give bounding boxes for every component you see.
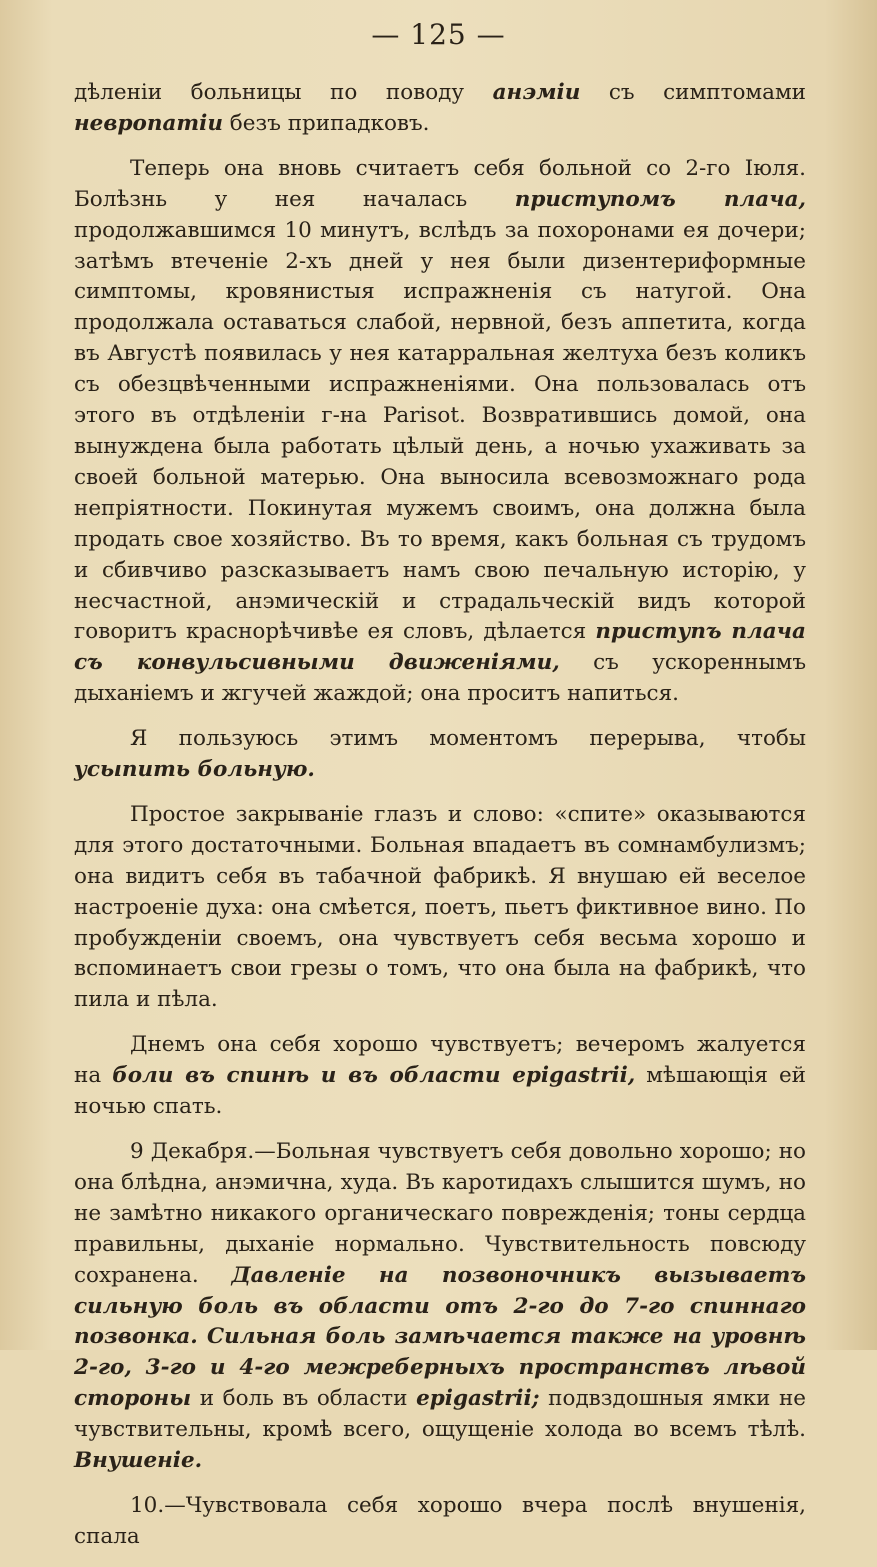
text-segment: съ ускореннымъ дыханіемъ и жгучей жаждой; она проситъ напиться. — [74, 650, 806, 707]
text-segment: безъ припадковъ. — [222, 110, 430, 136]
text-segment: Теперь она вновь считаетъ себя больной со 2-го Іюля. Болѣзнь у нея началась — [74, 155, 806, 212]
text-segment: Днемъ она себя хорошо чувствуетъ; вечеромъ жалуется на — [74, 1032, 806, 1089]
paragraph — [74, 800, 806, 1016]
italic-text: приступъ плача съ конвульсивными движеніями, — [74, 619, 806, 676]
text-segment: и боль въ области — [191, 1386, 417, 1412]
page-number: — 125 — — [371, 18, 506, 51]
italic-text: Внушеніе. — [74, 1448, 203, 1474]
text-segment: Простое закрываніе глазъ и слово: «спите» оказываются для этого достаточными. Больная впадаетъ въ сомнамбулизмъ; она видитъ себя въ табачной фабрикѣ. Я внушаю ей веселое настроеніе духа: она смѣется, поетъ, пьетъ фиктивное вино. По пробужденіи своемъ, она чувствуетъ себя весьма хорошо и вспоминаетъ свои грезы о томъ, что она была на фабрикѣ, что пила и пѣла. — [74, 801, 806, 1013]
paragraph — [74, 78, 806, 140]
text-segment: 10.—Чувствовала себя хорошо вчера послѣ внушенія, спала — [74, 1492, 806, 1549]
text-segment: мѣшающія ей ночью спать. — [74, 1063, 806, 1120]
italic-text: Давленіе на позвоночникъ вызываетъ сильную боль въ области отъ 2-го до 7-го спиннаго позвонка. Сильная боль замѣчается также на уровнѣ 2-го, 3-го и 4-го межреберныхъ пространствъ лѣвой стороны — [74, 1262, 806, 1412]
italic-text: epigastrii; — [416, 1386, 540, 1412]
text-segment: подвздошныя ямки не чувствительны, кромѣ всего, ощущеніе холода во всемъ тѣлѣ. — [74, 1386, 806, 1443]
text-segment: 9 Декабря.—Больная чувствуетъ себя довольно хорошо; но она блѣдна, анэмична, худа. Въ каротидахъ слышится шумъ, но не замѣтно никакого органическаго поврежденія; тоны сердца правильны, дыханіе нормально. Чувствительность повсюду сохранена. — [74, 1139, 806, 1288]
paragraph — [74, 724, 806, 786]
paragraph — [74, 1030, 806, 1123]
text-segment: Я пользуюсь этимъ моментомъ перерыва, чтобы — [130, 726, 806, 752]
text-segment: дѣленіи больницы по поводу — [74, 80, 493, 105]
paragraph — [74, 1491, 806, 1553]
italic-text: анэміи — [492, 80, 581, 105]
text-segment: съ симптомами — [580, 80, 807, 105]
text-segment: продолжавшимся 10 минутъ, вслѣдъ за похоронами ея дочери; затѣмъ втеченіе 2-хъ дней у нея были дизентериформные симптомы, кровянистыя испражненія съ натугой. Она продолжала оставаться слабой, нервной, безъ аппетита, когда въ Августѣ появилась у нея катарральная желтуха безъ коликъ съ обезцвѣченными испражненіями. Она пользовалась отъ этого въ отдѣленіи г-на Parisot. Возвратившись домой, она вынуждена была работать цѣлый день, а ночью ухаживать за своей больной матерью. Она выносила всевозможнаго рода непріятности. Покинутая мужемъ своимъ, она должна была продать свое хозяйство. Въ то время, какъ больная съ трудомъ и сбивчиво разсказываетъ намъ свою печальную исторію, у несчастной, анэмическій и страдальческій видъ которой говоритъ краснорѣчивѣе ея словъ, дѣлается — [74, 217, 806, 645]
italic-text: невропатіи — [74, 110, 223, 136]
paragraph — [74, 1137, 806, 1477]
italic-text: усыпить больную. — [74, 757, 315, 783]
body-text — [74, 78, 806, 1567]
paragraph — [74, 154, 806, 710]
italic-text: боли въ спинѣ и въ области epigastrii, — [112, 1063, 636, 1089]
italic-text: приступомъ плача, — [514, 186, 807, 212]
